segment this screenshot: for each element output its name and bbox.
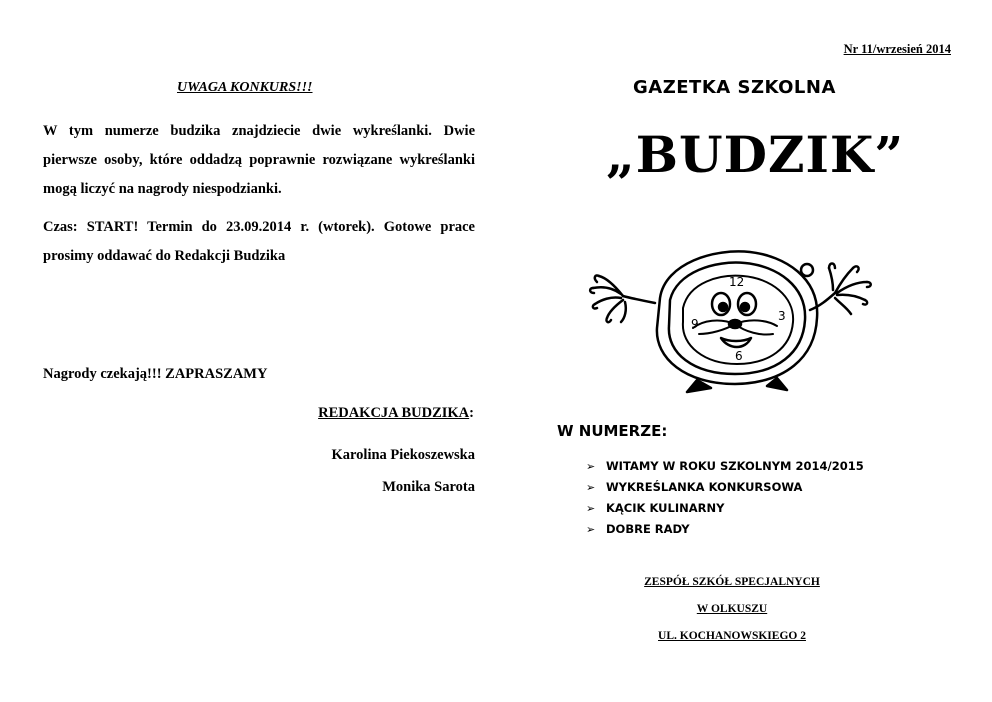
- arrow-bullet-icon: ➢: [586, 460, 596, 473]
- toc-item-label: WITAMY W ROKU SZKOLNYM 2014/2015: [606, 459, 864, 473]
- toc-item-label: WYKREŚLANKA KONKURSOWA: [606, 480, 803, 494]
- clock-number: 12: [729, 275, 745, 289]
- toc-item: [586, 456, 864, 477]
- prizes-line: Nagrody czekają!!! ZAPRASZAMY: [43, 366, 268, 382]
- issue-number: Nr 11/wrzesień 2014: [843, 42, 951, 56]
- clock-number: 9: [691, 317, 699, 331]
- toc-item: [586, 519, 864, 540]
- contest-paragraph-1: W tym numerze budzika znajdziecie dwie wykreślanki. Dwie pierwsze osoby, które oddadzą poprawnie rozwiązane wykreślanki mogą liczyć na nagrody niespodzianki.: [43, 123, 475, 197]
- editors-title: [318, 405, 474, 422]
- arrow-bullet-icon: ➢: [586, 481, 596, 494]
- contest-title: UWAGA KONKURS!!!: [177, 80, 313, 95]
- contest-paragraph-2: Czas: START! Termin do 23.09.2014 r. (wtorek). Gotowe prace prosimy oddawać do Redakcji Budzika: [43, 219, 475, 264]
- toc-item: [586, 477, 864, 498]
- alarm-clock-cartoon-icon: [585, 238, 880, 398]
- gazette-label: GAZETKA SZKOLNA: [633, 77, 836, 98]
- table-of-contents: [586, 456, 864, 540]
- school-address: UL. KOCHANOWSKIEGO 2: [658, 630, 806, 642]
- toc-item-label: DOBRE RADY: [606, 522, 690, 536]
- toc-item-label: KĄCIK KULINARNY: [606, 501, 725, 515]
- arrow-bullet-icon: ➢: [586, 523, 596, 536]
- editor-name: Monika Sarota: [382, 479, 475, 495]
- clock-number: 3: [778, 309, 786, 323]
- in-issue-label: W NUMERZE:: [557, 422, 668, 440]
- toc-item: [586, 498, 864, 519]
- editors-title-colon: :: [469, 405, 474, 421]
- school-name: ZESPÓŁ SZKÓŁ SPECJALNYCH: [644, 576, 820, 588]
- school-city: W OLKUSZU: [696, 603, 768, 615]
- editor-name: Karolina Piekoszewska: [331, 447, 475, 463]
- clock-number: 6: [735, 349, 743, 363]
- arrow-bullet-icon: ➢: [586, 502, 596, 515]
- editors-title-text: REDAKCJA BUDZIKA: [318, 405, 470, 421]
- newspaper-title: „BUDZIK”: [606, 125, 905, 184]
